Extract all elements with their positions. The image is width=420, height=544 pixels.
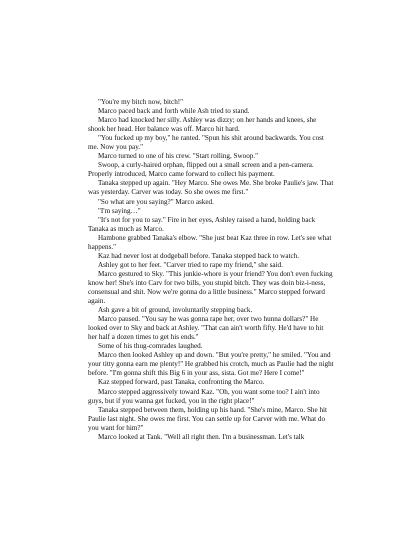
paragraph: Marco paced back and forth while Ash tried to stand. <box>98 107 250 116</box>
paragraph: Marco stepped aggressively toward Kaz. "Oh, you want some too? I ain't into guys, but if you wanna get fucked, you in the right place!" <box>88 387 320 405</box>
paragraph: Marco looked at Tank. "Well all right then. I'm a businessman. Let's talk <box>98 432 305 441</box>
paragraph: Ash gave a bit of ground, involuntarily stepping back. <box>98 306 253 315</box>
paragraph: Swoop, a curly-haired orphan, flipped out a small screen and a pen-camera. Properly introduced, Marco came forward to collect his payment. <box>88 161 314 179</box>
paragraph: Marco had knocked her silly. Ashley was dizzy; on her hands and knees, she shook her head. Her balance was off. Marco hit hard. <box>88 116 317 134</box>
paragraph: "I'm saying…" <box>98 206 141 215</box>
paragraph: Marco paused. "You say he was gonna rape her, over two hunna dollars?" He looked over to Sky and back at Ashley. "That can ain't worth fifty. He'd have to hit her half a dozen times to get his ends." <box>88 315 324 342</box>
paragraph: "You fucked up my boy," he ranted. "Spun his shit around backwards. You cost me. Now you pay." <box>88 134 324 152</box>
paragraph: Marco gestured to Sky. "This junkie-whore is your friend? You don't even fucking know her! She's into Carv for two bills, you stupid bitch. They was doin biz-i-ness, consensual and shit. Now we're gonna do a little business." Marco stepped forward again. <box>88 269 333 306</box>
paragraph: "It's not for you to say." Fire in her eyes, Ashley raised a hand, holding back Tanaka as much as Marco. <box>88 215 316 233</box>
paragraph: Hambone grabbed Tanaka's elbow. "She just beat Kaz three in row. Let's see what happens." <box>88 233 332 251</box>
paragraph: Ashley got to her feet. "Carver tried to rape my friend," she said. <box>98 260 283 269</box>
paragraph: Marco turned to one of his crew. "Start rolling, Swoop." <box>98 152 259 161</box>
body-text <box>88 98 334 442</box>
paragraph: Tanaka stepped between them, holding up his hand. "She's mine, Marco. She hit Paulie last night. She owes me first. You can settle up for Carver with me. What do you want for him?" <box>88 405 327 432</box>
paragraph: Marco then looked Ashley up and down. "But you're pretty," he smiled. "You and your titty gonna earn me plenty!" He grabbed his crotch, much as Paulie had the night before. "I'm gonna shift this Big 6 in your ass, sista. Got me? Here I come!" <box>88 351 334 378</box>
paragraph: Kaz stepped forward, past Tanaka, confronting the Marco. <box>98 378 265 387</box>
paragraph: "So what are you saying?" Marco asked. <box>98 197 214 206</box>
paragraph: "You're my bitch now, bitch!" <box>98 98 184 106</box>
paragraph: Tanaka stepped up again. "Hey Marco. She owes Me. She broke Paulie's jaw. That was yesterday. Carver was today. So she owes me first." <box>88 179 334 197</box>
paragraph: Kaz had never lost at dodgeball before. Tanaka stepped back to watch. <box>98 251 300 260</box>
paragraph: Some of his thug-comrades laughed. <box>98 342 203 351</box>
